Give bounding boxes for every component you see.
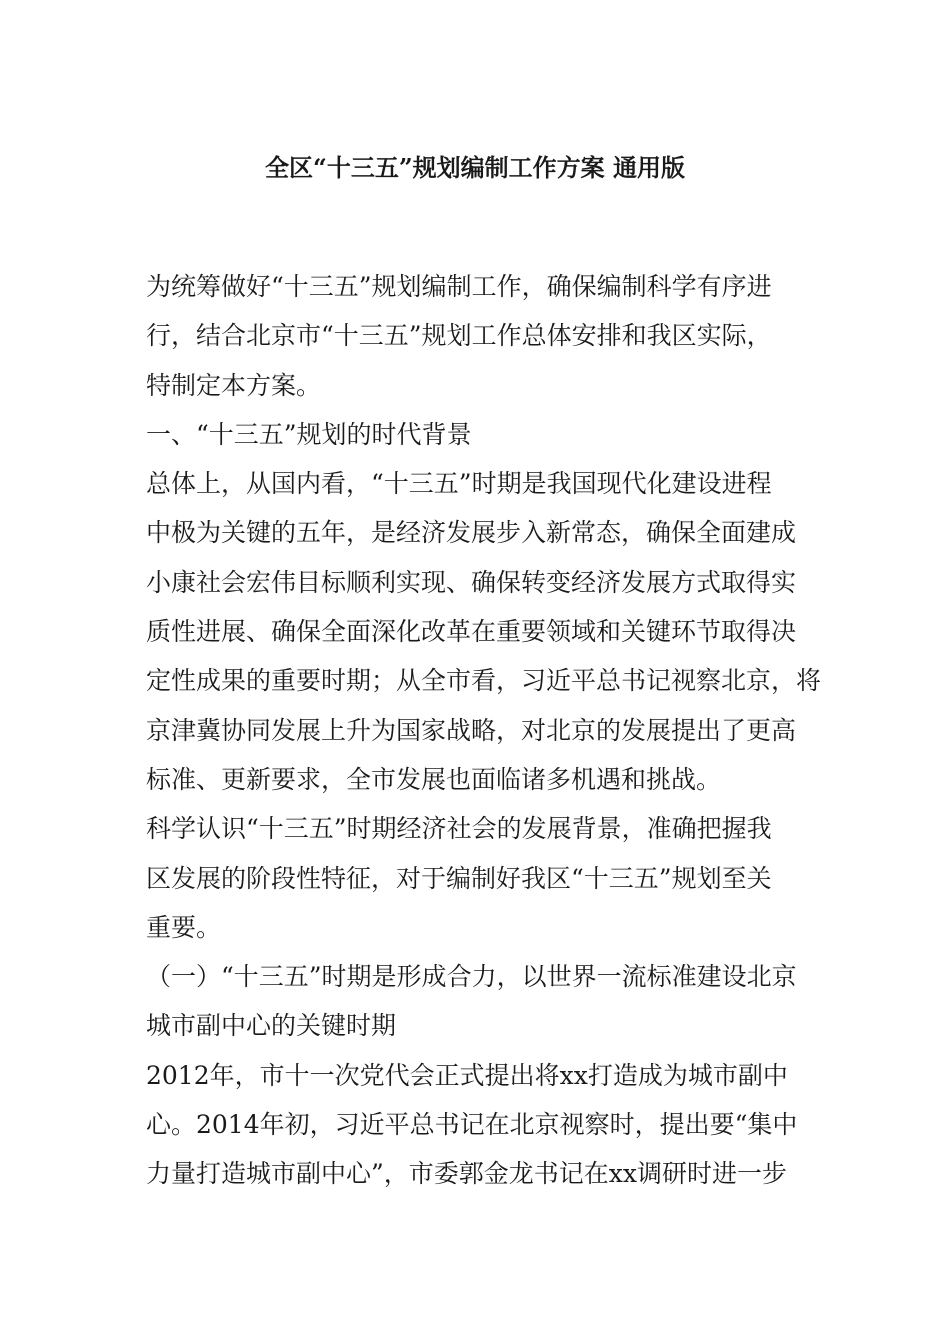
body-line: 小康社会宏伟目标顺利实现、确保转变经济发展方式取得实: [146, 567, 797, 597]
subsection-heading: （一）“十三五”时期是形成合力，以世界一流标准建设北京: [146, 962, 797, 992]
body-line: 区发展的阶段性特征，对于编制好我区“十三五”规划至关: [146, 863, 772, 893]
body-line: 质性进展、确保全面深化改革在重要领域和关键环节取得决: [146, 617, 797, 647]
body-line: 2012年，市十一次党代会正式提出将xx打造成为城市副中: [146, 1060, 788, 1090]
body-line: 特制定本方案。: [146, 370, 322, 400]
body-line: 重要。: [146, 912, 222, 942]
body-line: 心。2014年初，习近平总书记在北京视察时，提出要“集中: [146, 1110, 798, 1140]
section-heading: 一、“十三五”规划的时代背景: [146, 419, 472, 449]
document-body: [146, 262, 822, 1199]
body-line: 行，结合北京市“十三五”规划工作总体安排和我区实际，: [146, 321, 772, 351]
body-line: 总体上，从国内看，“十三五”时期是我国现代化建设进程: [146, 469, 772, 499]
subsection-heading: 城市副中心的关键时期: [146, 1011, 397, 1041]
body-line: 京津冀协同发展上升为国家战略，对北京的发展提出了更高: [146, 715, 797, 745]
body-line: 科学认识“十三五”时期经济社会的发展背景，准确把握我: [146, 814, 772, 844]
body-line: 标准、更新要求，全市发展也面临诸多机遇和挑战。: [146, 764, 722, 794]
document-title: 全区“十三五”规划编制工作方案 通用版: [265, 153, 685, 182]
body-line: 定性成果的重要时期；从全市看，习近平总书记视察北京，将: [146, 666, 822, 696]
body-line: 中极为关键的五年，是经济发展步入新常态，确保全面建成: [146, 518, 797, 548]
body-line: 为统筹做好“十三五”规划编制工作，确保编制科学有序进: [146, 272, 772, 301]
body-line: 力量打造城市副中心”，市委郭金龙书记在xx调研时进一步: [146, 1159, 787, 1189]
